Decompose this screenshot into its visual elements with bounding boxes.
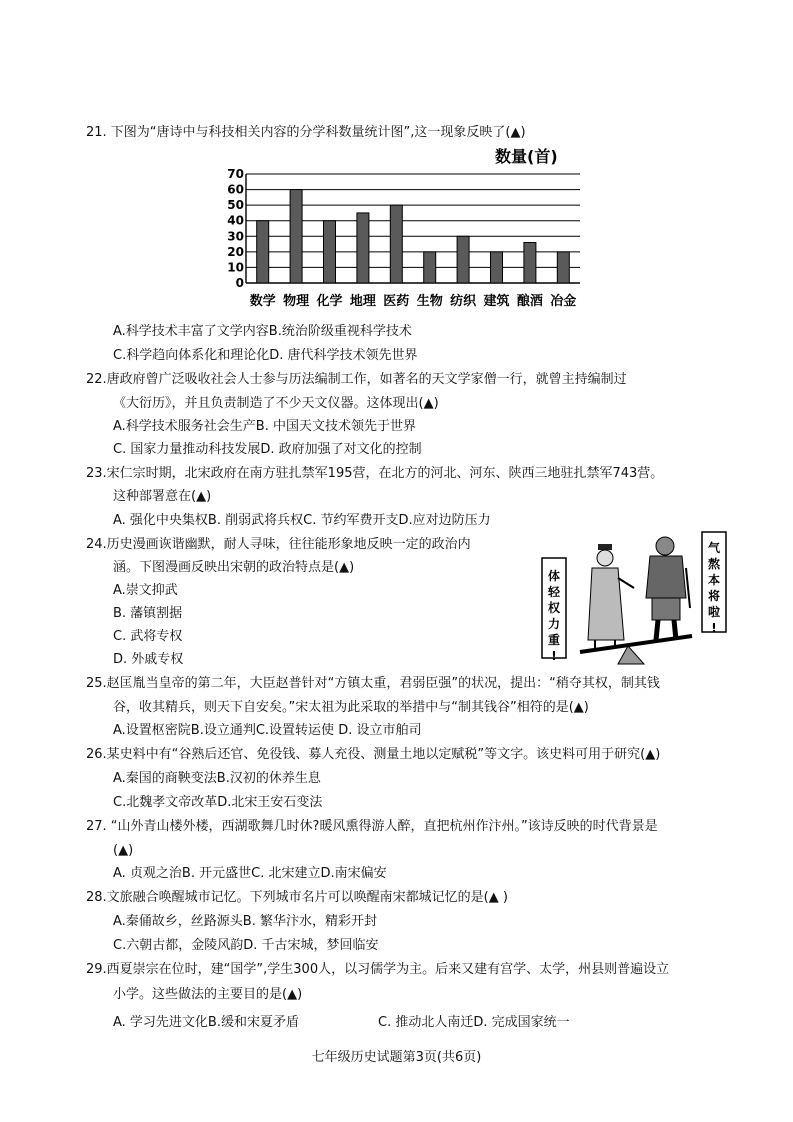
chart-y-tick-label: 50: [227, 198, 244, 213]
chart-y-tick-label: 10: [227, 260, 244, 275]
q28-option-ab: A.秦俑故乡，丝路源头B. 繁华汴水，精彩开封: [113, 914, 377, 929]
cartoon-right-text: 气熬本将啦!: [707, 541, 721, 635]
q22-option-ab: A.科学技术服务社会生产B. 中国天文技术领先于世界: [113, 419, 416, 434]
q25-stem-line2: 谷，收其精兵，则天下自安矣。”宋太祖为此采取的举措中与“制其钱谷”相符的是(▲): [113, 700, 589, 715]
q24-option-d: D. 外戚专权: [113, 652, 184, 667]
cartoon-left-text: 体轻权力重!: [547, 569, 561, 663]
chart-bar-纺织: [457, 236, 469, 283]
q23-options: A. 强化中央集权B. 削弱武将兵权C. 节约军费开支D.应对边防压力: [113, 513, 491, 528]
q26-stem: 26.某史料中有“谷熟后还官、免役钱、募人充役、测量土地以定赋税”等文字。该史料可用于研究(▲): [86, 747, 661, 762]
q23-stem-line2: 这种部署意在(▲): [113, 489, 212, 504]
chart-y-tick-label: 70: [227, 167, 244, 181]
chart-bar-物理: [290, 190, 302, 283]
q26-option-ab: A.秦国的商鞅变法B.汉初的休养生息: [113, 771, 321, 786]
chart-bar-数学: [257, 221, 269, 283]
q23-stem-line1: 23.宋仁宗时期，北宋政府在南方驻扎禁军195营，在北方的河北、河东、陕西三地驻扎禁军743营。: [86, 466, 664, 481]
chart-y-tick-label: 40: [227, 213, 244, 228]
q21-option-ab: A.科学技术丰富了文学内容B.统治阶级重视科学技术: [113, 324, 412, 339]
chart-bar-生物: [424, 252, 436, 283]
q21-stem: 21. 下图为“唐诗中与科技相关内容的分学科数量统计图”,这一现象反映了(▲): [86, 125, 526, 140]
warrior-figure: [646, 537, 690, 640]
q29-option-cd: C. 推动北人南迁D. 完成国家统一: [378, 1015, 570, 1030]
chart-x-tick-label: 酿酒: [516, 294, 543, 309]
q25-options: A.设置枢密院B.设立通判C.设置转运使 D. 设立市舶司: [113, 723, 422, 738]
q29-option-ab: A. 学习先进文化B.缓和宋夏矛盾: [113, 1015, 299, 1030]
q28-option-cd: C.六朝古都，金陵风韵D. 千古宋城，梦回临安: [113, 938, 379, 953]
q24-option-a: A.崇文抑武: [113, 583, 178, 598]
chart-y-tick-label: 30: [227, 229, 244, 244]
chart-x-tick-label: 生物: [416, 294, 443, 309]
chart-svg: [227, 146, 590, 316]
chart-y-tick-label: 60: [227, 182, 244, 197]
q28-stem: 28.文旅融合唤醒城市记忆。下列城市名片可以唤醒南宋都城记忆的是(▲ ): [86, 890, 508, 905]
q21-option-cd: C.科学趋向体系化和理论化D. 唐代科学技术领先世界: [113, 348, 418, 363]
page-footer: 七年级历史试题第3页(共6页): [311, 1050, 482, 1065]
chart-x-tick-label: 数学: [249, 294, 276, 309]
chart-bar-地理: [357, 213, 369, 283]
q26-option-cd: C.北魏孝文帝改革D.北宋王安石变法: [113, 795, 323, 810]
q22-option-cd: C. 国家力量推动科技发展D. 政府加强了对文化的控制: [113, 442, 422, 457]
q22-stem-line2: 《大衍历》，并且负责制造了不少天文仪器。这体现出(▲): [113, 396, 439, 411]
chart-x-tick-label: 医药: [383, 294, 410, 309]
chart-bar-酿酒: [524, 243, 536, 283]
q27-options: A. 贞观之治B. 开元盛世C. 北宋建立D.南宋偏安: [113, 866, 387, 881]
chart-x-tick-label: 化学: [316, 294, 343, 309]
chart-bar-冶金: [557, 252, 569, 283]
chart-x-tick-label: 地理: [349, 294, 376, 309]
q27-stem-line2: (▲): [113, 843, 134, 858]
chart-x-tick-label: 冶金: [550, 294, 577, 309]
chart-y-tick-label: 20: [227, 244, 244, 259]
q24-option-c: C. 武将专权: [113, 629, 183, 644]
bar-chart: [227, 146, 590, 316]
cartoon-image: [540, 528, 730, 668]
chart-x-tick-label: 物理: [283, 294, 310, 309]
scholar-figure: [588, 544, 634, 648]
q29-stem-line2: 小学。这些做法的主要目的是(▲): [113, 987, 303, 1002]
q22-stem-line1: 22.唐政府曾广泛吸收社会人士参与历法编制工作，如著名的天文学家僧一行，就曾主持编制过: [86, 372, 627, 387]
chart-x-tick-label: 纺织: [450, 294, 477, 309]
chart-y-tick-label: 0: [235, 276, 244, 290]
q29-stem-line1: 29.西夏崇宗在位时，建“国学”,学生300人，以习儒学为主。后来又建有宫学、太学，州县则普遍设立: [86, 962, 670, 977]
chart-legend: 数量(首): [495, 147, 558, 166]
q27-stem-line1: 27. “山外青山楼外楼，西湖歌舞几时休?暖风熏得游人醉，直把杭州作汴州。”该诗反映的时代背景是: [86, 819, 658, 834]
q24-option-b: B. 藩镇割据: [113, 606, 183, 621]
q24-stem-line2: 涵。下图漫画反映出宋朝的政治特点是(▲): [113, 560, 355, 575]
chart-bar-建筑: [491, 252, 503, 283]
chart-bar-医药: [390, 205, 402, 283]
chart-bar-化学: [324, 221, 336, 283]
q25-stem-line1: 25.赵匡胤当皇帝的第二年，大臣赵普针对“方镇太重，君弱臣强”的状况，提出：“稍夺其权，制其钱: [86, 676, 660, 691]
q24-stem-line1: 24.历史漫画诙谐幽默，耐人寻味，往往能形象地反映一定的政治内: [86, 537, 471, 552]
chart-x-tick-label: 建筑: [483, 294, 510, 309]
